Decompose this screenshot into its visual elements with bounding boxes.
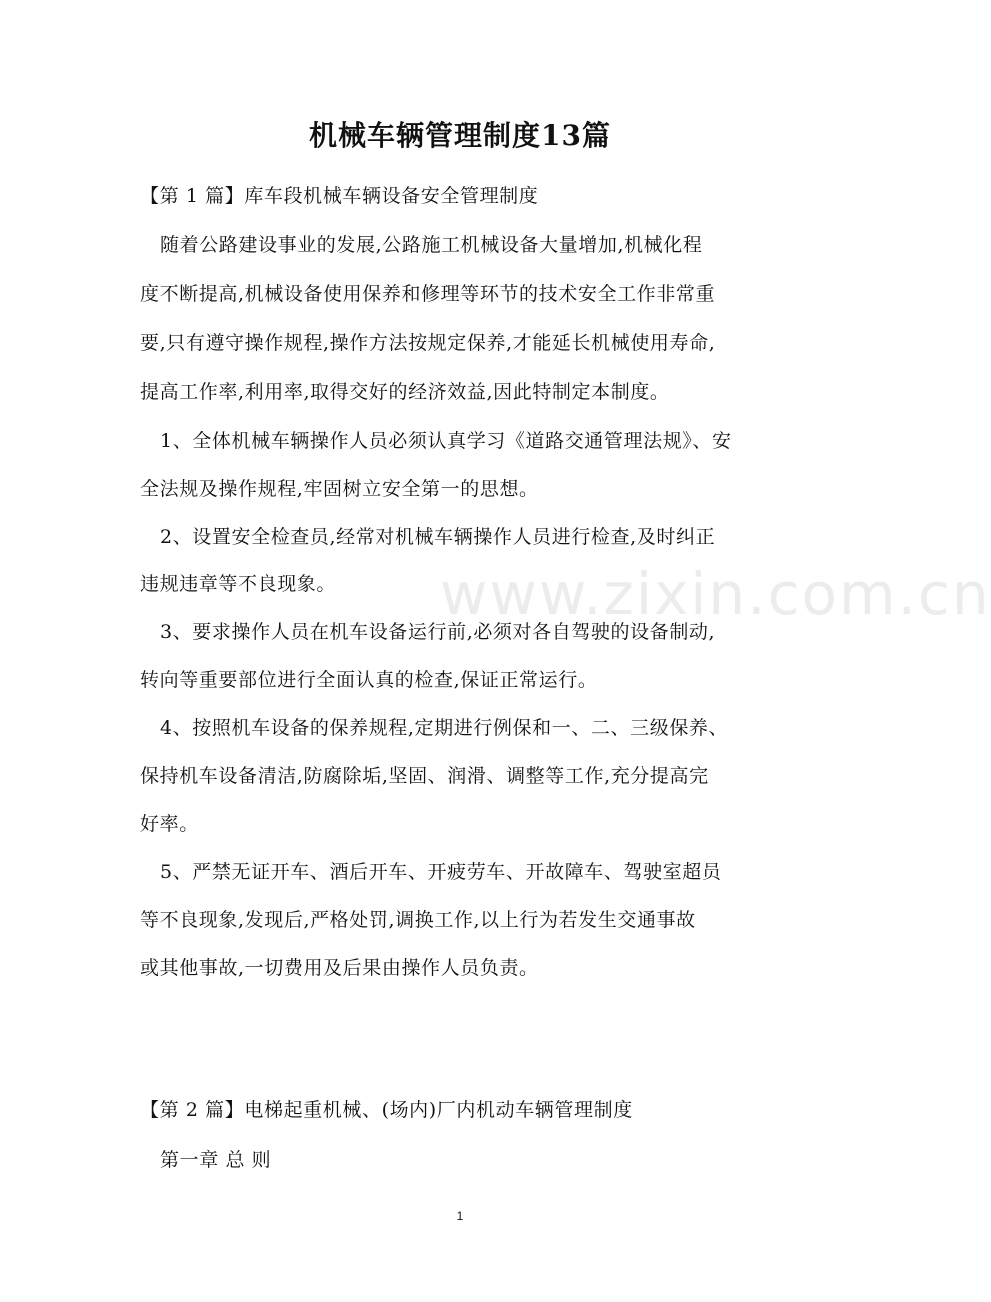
paragraph-line: 转向等重要部位进行全面认真的检查,保证正常运行。 (140, 669, 598, 691)
section-heading-2: 【第 2 篇】电梯起重机械、(场内)厂内机动车辆管理制度 (140, 1099, 633, 1121)
list-item-4: 4、按照机车设备的保养规程,定期进行例保和一、二、三级保养、 (160, 717, 729, 739)
watermark: www.zixin.com.cn (440, 560, 991, 628)
paragraph-line: 好率。 (140, 813, 199, 835)
paragraph-line: 违规违章等不良现象。 (140, 573, 337, 595)
section-heading-1: 【第 1 篇】库车段机械车辆设备安全管理制度 (140, 185, 539, 207)
document-title: 机械车辆管理制度13篇 (309, 119, 611, 152)
chapter-heading: 第一章 总 则 (160, 1149, 272, 1171)
paragraph-line: 保持机车设备清洁,防腐除垢,坚固、润滑、调整等工作,充分提高完 (140, 765, 709, 787)
paragraph-line: 随着公路建设事业的发展,公路施工机械设备大量增加,机械化程 (160, 234, 703, 256)
list-item-5: 5、严禁无证开车、酒后开车、开疲劳车、开故障车、驾驶室超员 (160, 861, 722, 883)
paragraph-line: 或其他事故,一切费用及后果由操作人员负责。 (140, 957, 539, 979)
page-number: 1 (456, 1209, 464, 1223)
paragraph-line: 等不良现象,发现后,严格处罚,调换工作,以上行为若发生交通事故 (140, 909, 696, 931)
paragraph-line: 全法规及操作规程,牢固树立安全第一的思想。 (140, 478, 539, 500)
paragraph-line: 度不断提高,机械设备使用保养和修理等环节的技术安全工作非常重 (140, 283, 716, 305)
paragraph-line: 要,只有遵守操作规程,操作方法按规定保养,才能延长机械使用寿命, (140, 332, 716, 354)
list-item-3: 3、要求操作人员在机车设备运行前,必须对各自驾驶的设备制动, (160, 621, 716, 643)
list-item-2: 2、设置安全检查员,经常对机械车辆操作人员进行检查,及时纠正 (160, 526, 716, 548)
paragraph-line: 提高工作率,利用率,取得交好的经济效益,因此特制定本制度。 (140, 381, 670, 403)
list-item-1: 1、全体机械车辆操作人员必须认真学习《道路交通管理法规》、安 (160, 430, 732, 452)
